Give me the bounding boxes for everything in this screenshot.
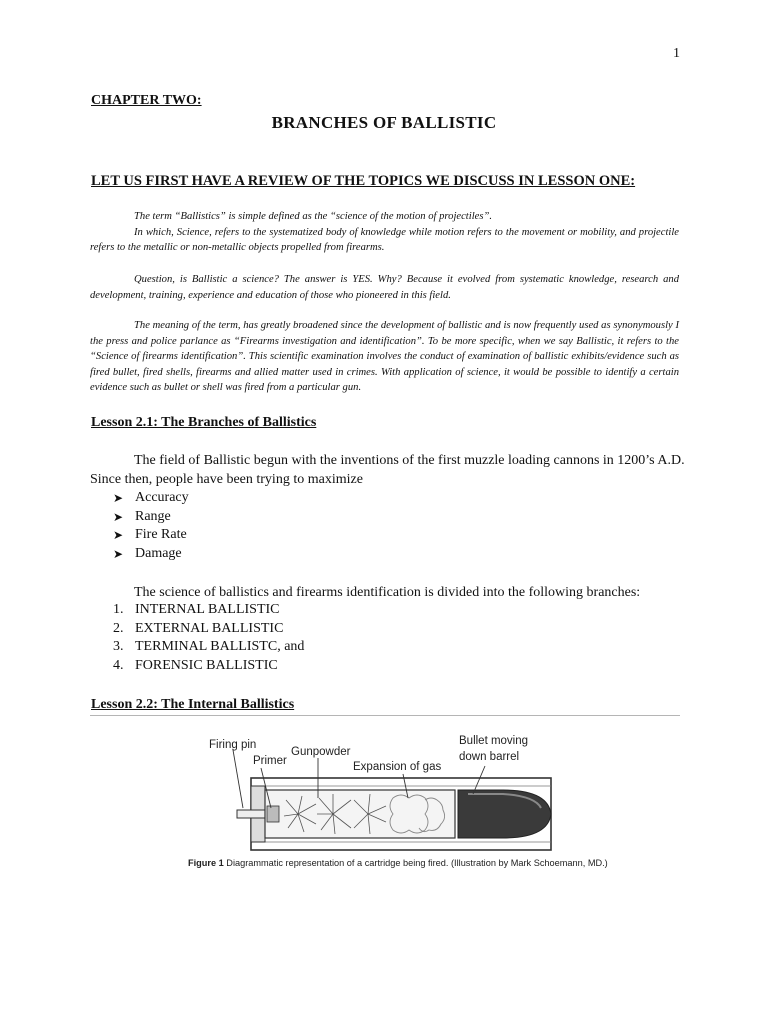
cartridge-illustration xyxy=(203,728,573,858)
figure-caption-text: Diagrammatic representation of a cartridge being fired. (Illustration by Mark Schoemann, MD.) xyxy=(223,858,608,868)
bullet-label-line2: down barrel xyxy=(459,751,520,763)
intro-question-text: Question, is Ballistic a science? The answer is YES. Why? Because it evolved from systematic knowledge, research and development, training, experience and education of those who pioneered in this field. xyxy=(90,274,679,301)
figure-caption-number: Figure 1 xyxy=(188,858,224,868)
expansion-label: Expansion of gas xyxy=(353,761,442,773)
list-item: ➤ Accuracy xyxy=(113,489,189,508)
lesson-2-1-heading: Lesson 2.1: The Branches of Ballistics xyxy=(91,415,317,430)
intro-paragraph-1 xyxy=(90,209,679,256)
chapter-label: CHAPTER TWO: xyxy=(91,93,202,108)
gunpowder-label: Gunpowder xyxy=(291,746,351,758)
page-title: BRANCHES OF BALLISTIC xyxy=(271,113,497,132)
branches-intro-text: The science of ballistics and firearms identification is divided into the following branches: xyxy=(134,585,641,600)
branches-intro xyxy=(90,583,690,602)
bullet-label-line1: Bullet moving xyxy=(459,735,529,747)
primer-label: Primer xyxy=(253,755,287,767)
arrow-bullet-icon: ➤ xyxy=(113,491,124,505)
arrow-bullet-icon: ➤ xyxy=(113,547,124,562)
list-item: 3. TERMINAL BALLISTC, and xyxy=(113,639,305,655)
lesson-2-2-heading: Lesson 2.2: The Internal Ballistics xyxy=(91,697,295,712)
list-item: 4. FORENSIC BALLISTIC xyxy=(113,658,278,674)
section-divider xyxy=(90,715,680,716)
intro-meaning-text: The meaning of the term, has greatly broadened since the development of ballistic and is now frequently used as synonymously I the press and police parlance as “Firearms investigation and identification”. To be more specific, when we say Ballistic, it refers to the “Science of firearms identification”. This scientific examination involves the conduct of examination of ballistic exhibits/evidence such as fired bullet, fired shells, firearms and allied matter used in crimes. With application of science, it would be possible to identify a certain evidence such as bullet or shell was fired from a particular gun. xyxy=(90,320,679,394)
intro-definition-line: The term “Ballistics” is simple defined as the “science of the motion of projectiles”. xyxy=(134,211,492,222)
list-item: ➤ Range xyxy=(113,508,189,527)
figure-caption xyxy=(188,858,608,868)
intro-definition-detail: In which, Science, refers to the systematized body of knowledge while motion refers to the movement or mobility, and projectile refers to the metallic or non-metallic objects propelled from firearms. xyxy=(90,226,679,254)
cartridge-diagram xyxy=(203,728,573,876)
review-heading: LET US FIRST HAVE A REVIEW OF THE TOPICS WE DISCUSS IN LESSON ONE: xyxy=(91,173,636,189)
list-item: ➤ Damage xyxy=(113,545,189,564)
maximize-list xyxy=(113,489,189,564)
page-number: 1 xyxy=(673,46,680,61)
intro-paragraph-2 xyxy=(90,272,679,303)
list-item: 2. EXTERNAL BALLISTIC xyxy=(113,620,284,636)
arrow-bullet-icon: ➤ xyxy=(113,528,124,543)
arrow-bullet-icon: ➤ xyxy=(113,509,124,524)
list-item: ➤ Fire Rate xyxy=(113,526,189,545)
lesson-2-1-text: The field of Ballistic begun with the inventions of the first muzzle loading cannons in 1200’s A.D. Since then, people have been trying to maximize xyxy=(90,453,685,487)
lesson-2-1-paragraph xyxy=(90,451,690,489)
list-item: 1. INTERNAL BALLISTIC xyxy=(113,602,280,617)
firing-pin-label: Firing pin xyxy=(209,739,257,751)
branches-list xyxy=(113,601,304,676)
intro-paragraph-3 xyxy=(90,318,679,396)
